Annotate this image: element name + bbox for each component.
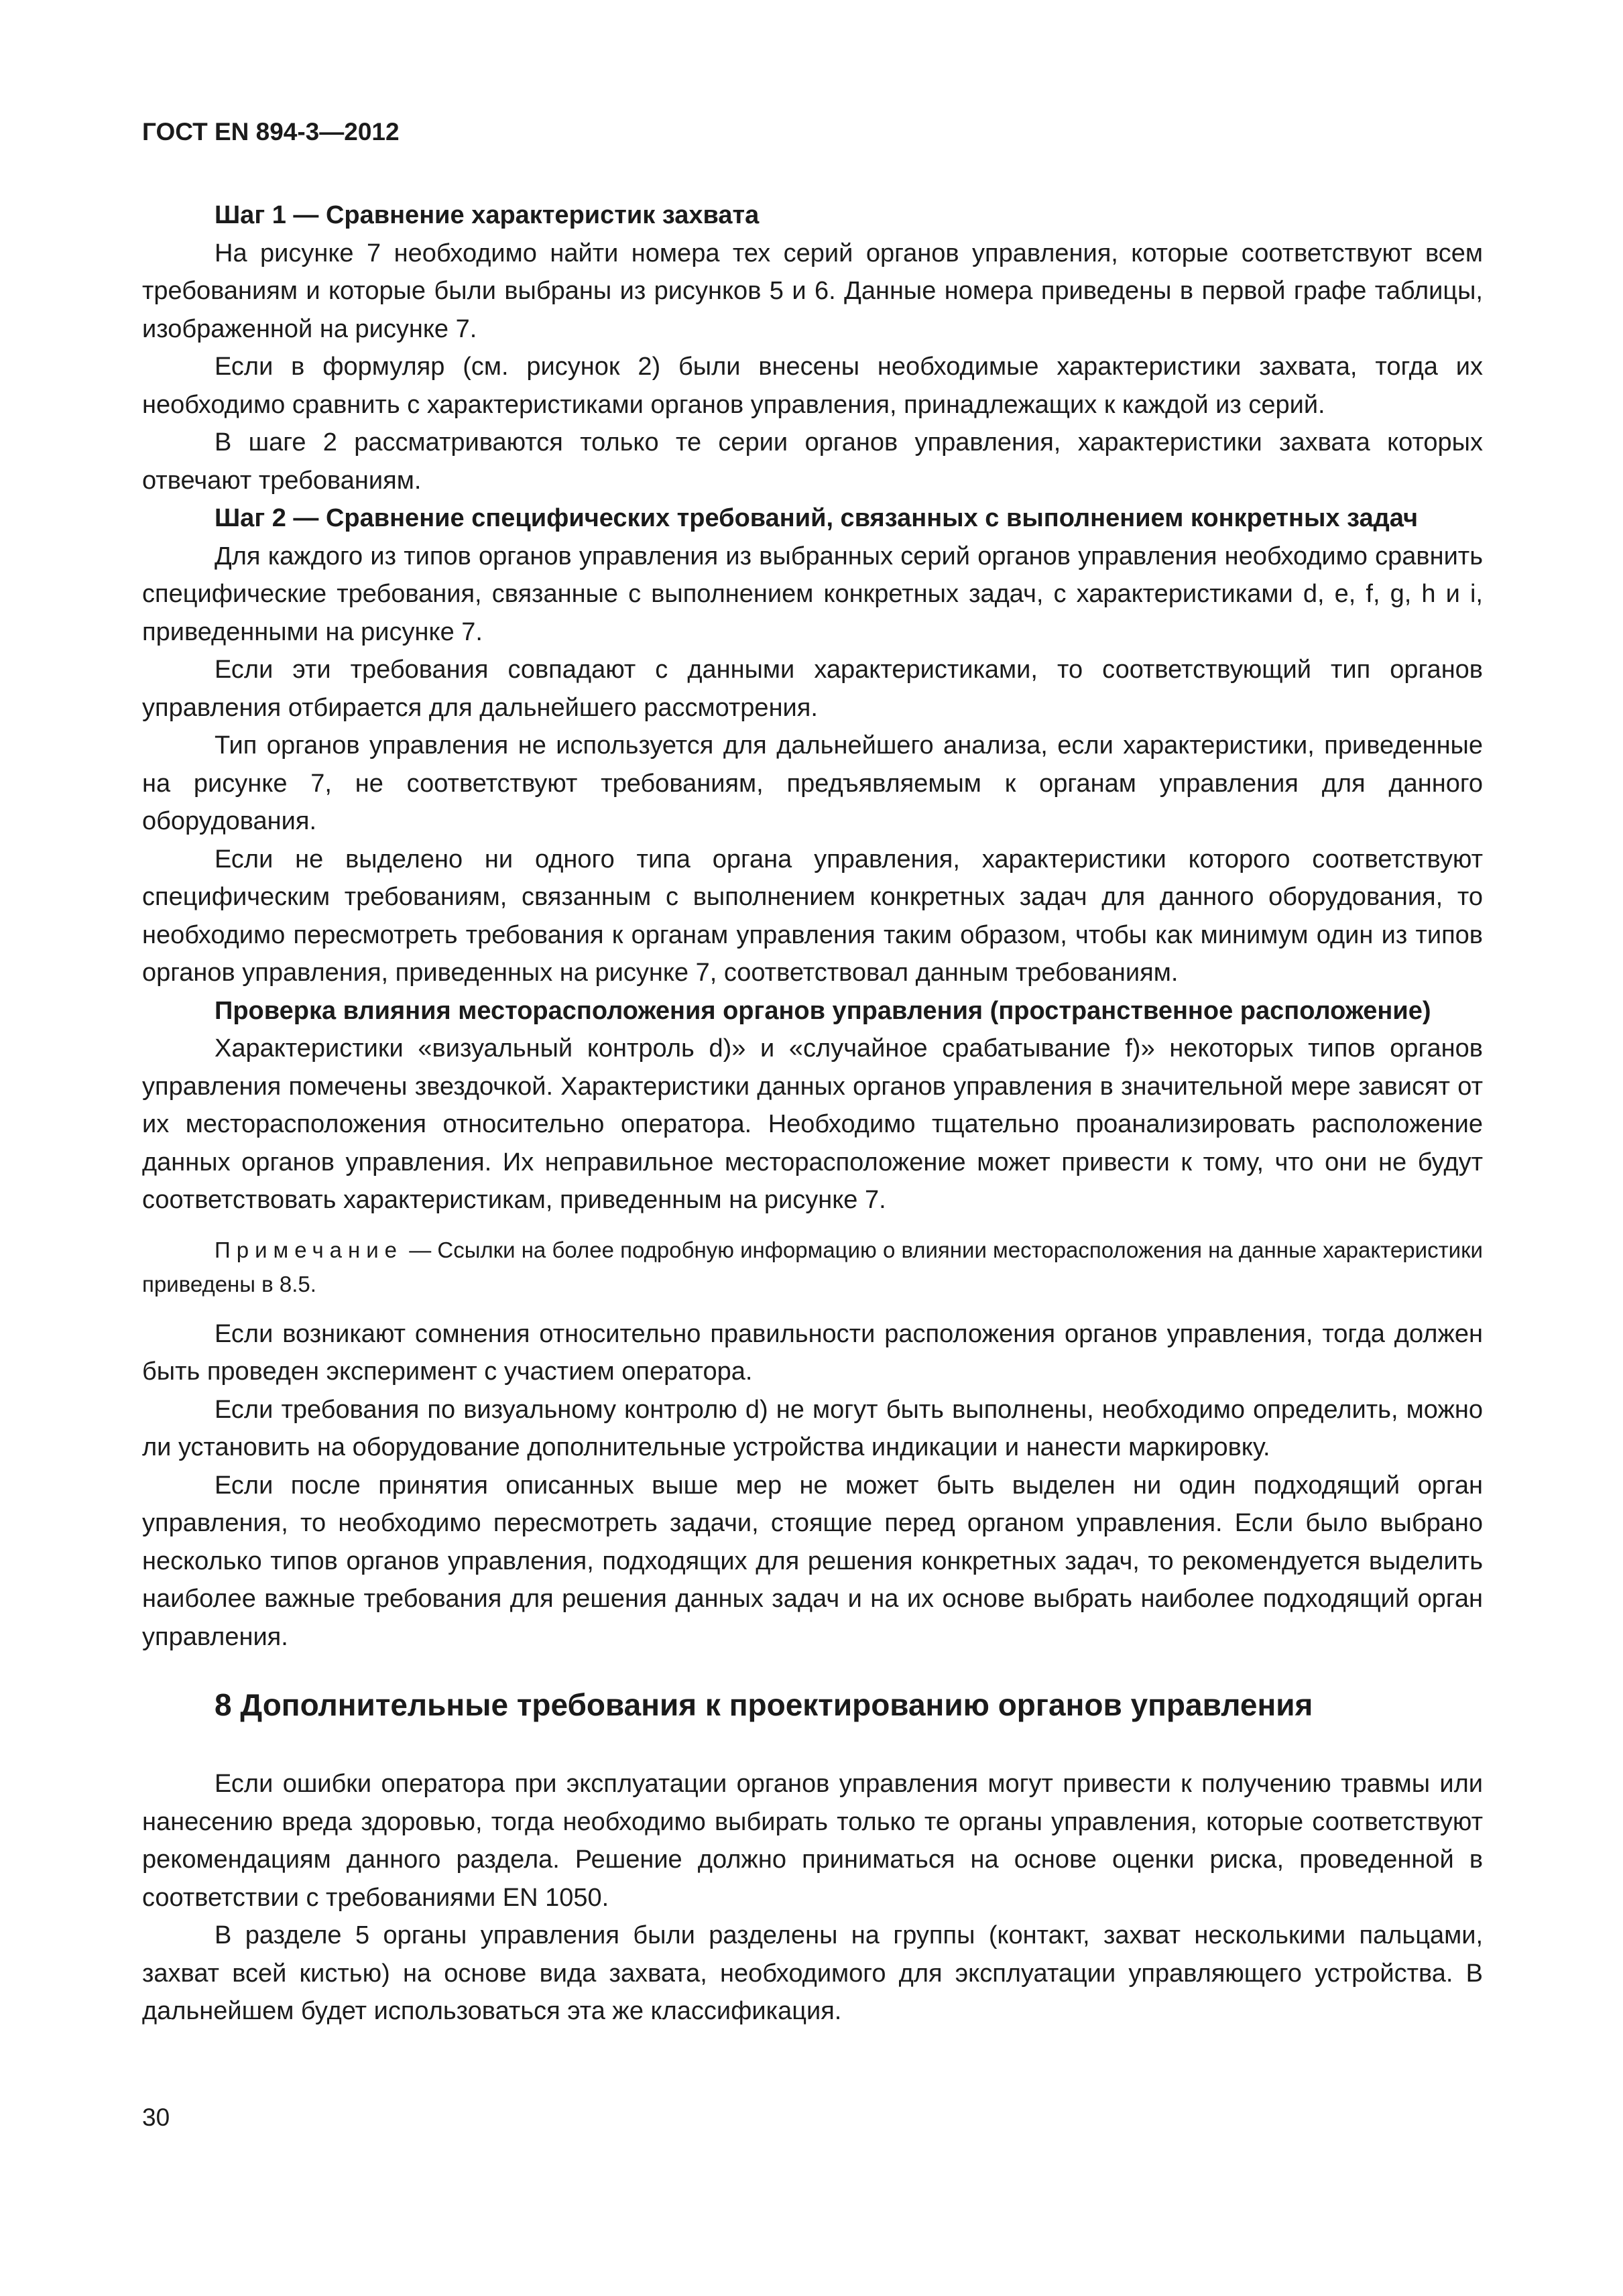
paragraph: Для каждого из типов органов управления из выбранных серий органов управления необходимо сравнить специфические требования, связанные с выполнением конкретных задач, с характеристиками d, e, f, g, h и i, приведенными на рисунке 7. — [142, 542, 1483, 646]
heading-step-2: Шаг 2 — Сравнение специфических требований, связанных с выполнением конкретных задач — [215, 504, 1418, 532]
paragraph: Если возникают сомнения относительно правильности расположения органов управления, тогда должен быть проведен эксперимент с участием оператора. — [142, 1319, 1483, 1386]
paragraph: Если ошибки оператора при эксплуатации органов управления могут привести к получению травмы или нанесению вреда здоровью, тогда необходимо выбирать только те органы управления, которые соответствуют рекомендациям данного раздела. Решение должно приниматься на основе оценки риска, проведенной в соответствии с требованиями EN 1050. — [142, 1770, 1483, 1912]
note — [142, 1233, 1483, 1301]
paragraph: В разделе 5 органы управления были разделены на группы (контакт, захват несколькими пальцами, захват всей кистью) на основе вида захвата, необходимого для эксплуатации управляющего устройства. В дальнейшем будет использоваться эта же классификация. — [142, 1921, 1483, 2025]
paragraph: Если требования по визуальному контролю d) не могут быть выполнены, необходимо определить, можно ли установить на оборудование дополнительные устройства индикации и нанести маркировку. — [142, 1395, 1483, 1461]
paragraph: Если в формуляр (см. рисунок 2) были внесены необходимые характеристики захвата, тогда их необходимо сравнить с характеристиками органов управления, принадлежащих к каждой из серий. — [142, 353, 1483, 419]
section-8-title: 8 Дополнительные требования к проектированию органов управления — [215, 1687, 1313, 1722]
document-page — [142, 117, 1483, 2031]
note-label: Примечание — [215, 1237, 404, 1262]
page-number: 30 — [142, 2104, 170, 2131]
paragraph: Если после принятия описанных выше мер не может быть выделен ни один подходящий орган управления, то необходимо пересмотреть задачи, стоящие перед органом управления. Если было выбрано несколько типов органов управления, подходящих для решения конкретных задач, то рекомендуется выделить наиболее важные требования для решения данных задач и на их основе выбрать наиболее подходящий орган управления. — [142, 1471, 1483, 1651]
note-text: — Ссылки на более подробную информацию о влиянии месторасположения на данные характеристики приведены в 8.5. — [142, 1237, 1483, 1296]
paragraph: На рисунке 7 необходимо найти номера тех серий органов управления, которые соответствуют всем требованиям и которые были выбраны из рисунков 5 и 6. Данные номера приведены в первой графе таблицы, изображенной на рисунке 7. — [142, 239, 1483, 343]
paragraph: В шаге 2 рассматриваются только те серии органов управления, характеристики захвата которых отвечают требованиям. — [142, 428, 1483, 495]
heading-step-1: Шаг 1 — Сравнение характеристик захвата — [215, 201, 760, 229]
heading-location-check: Проверка влияния месторасположения органов управления (пространственное расположение) — [215, 996, 1431, 1025]
document-body — [142, 196, 1483, 2031]
paragraph: Характеристики «визуальный контроль d)» и «случайное срабатывание f)» некоторых типов органов управления помечены звездочкой. Характеристики данных органов управления в значительной мере зависят от их месторасположения относительно оператора. Необходимо тщательно проанализировать расположение данных органов управления. Их неправильное месторасположение может привести к тому, что они не будут соответствовать характеристикам, приведенным на рисунке 7. — [142, 1034, 1483, 1214]
document-header-code: ГОСТ EN 894-3—2012 — [142, 118, 400, 145]
paragraph: Тип органов управления не используется для дальнейшего анализа, если характеристики, приведенные на рисунке 7, не соответствуют требованиям, предъявляемым к органам управления для данного оборудования. — [142, 731, 1483, 835]
paragraph: Если эти требования совпадают с данными характеристиками, то соответствующий тип органов управления отбирается для дальнейшего рассмотрения. — [142, 656, 1483, 722]
paragraph: Если не выделено ни одного типа органа управления, характеристики которого соответствуют специфическим требованиям, связанным с выполнением конкретных задач для данного оборудования, то необходимо пересмотреть требования к органам управления таким образом, чтобы как минимум один из типов органов управления, приведенных на рисунке 7, соответствовал данным требованиям. — [142, 845, 1483, 987]
